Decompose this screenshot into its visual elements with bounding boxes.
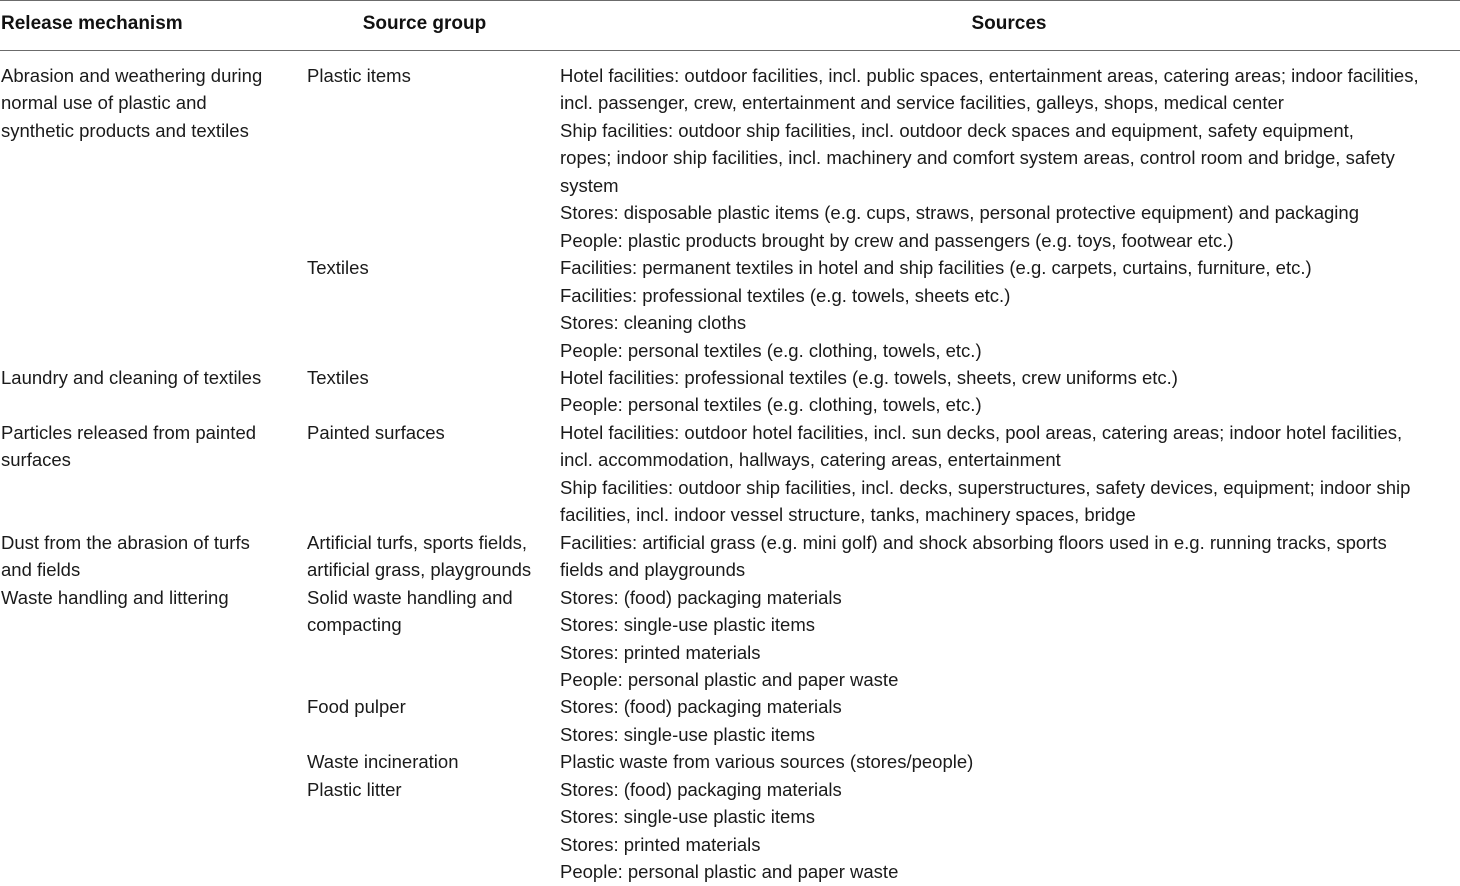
- sources-cell: [560, 254, 1458, 364]
- source-group-cell: [307, 776, 560, 803]
- table-body: [0, 62, 1460, 886]
- source-group-text: Plastic litter: [307, 778, 402, 800]
- source-group-cell: [307, 584, 560, 639]
- source-line: Stores: single-use plastic items: [560, 806, 815, 828]
- source-group-text: Painted surfaces: [307, 421, 445, 443]
- source-group-cell: [307, 693, 560, 720]
- source-group-text: Textiles: [307, 366, 369, 388]
- table-row: [0, 364, 1460, 419]
- source-line: Stores: printed materials: [560, 833, 761, 855]
- mechanism-text: Laundry and cleaning of textiles: [1, 366, 262, 388]
- source-line: Facilities: artificial grass (e.g. mini golf) and shock absorbing floors used in e.g. running tracks, sports fields and playgrounds: [560, 531, 1387, 581]
- mechanism-text: Dust from the abrasion of turfs and fields: [1, 531, 250, 581]
- sources-cell: [560, 62, 1458, 254]
- table-row: [0, 584, 1460, 694]
- sources-cell: [560, 693, 1458, 748]
- source-line: Stores: (food) packaging materials: [560, 586, 842, 608]
- sources-cell: [560, 529, 1458, 584]
- table-row: [0, 748, 1460, 775]
- sources-cell: [560, 748, 1458, 775]
- source-group-cell: [307, 364, 560, 391]
- mechanism-cell: [0, 529, 307, 584]
- header-sources: Sources: [971, 13, 1047, 34]
- source-group-text: Plastic items: [307, 65, 411, 86]
- source-group-text: Textiles: [307, 257, 369, 279]
- table-row: [0, 529, 1460, 584]
- source-line: Ship facilities: outdoor ship facilities, incl. decks, superstructures, safety devices, equipment; indoor ship facilities, incl. indoor vessel structure, tanks, machinery spaces, bridge: [560, 476, 1411, 526]
- source-group-text: Solid waste handling and compacting: [307, 586, 513, 636]
- source-line: Stores: (food) packaging materials: [560, 696, 842, 718]
- source-line: Hotel facilities: professional textiles (e.g. towels, sheets, crew uniforms etc.): [560, 366, 1178, 388]
- mechanism-text: Abrasion and weathering during normal use of plastic and synthetic products and textiles: [1, 65, 263, 141]
- table-row: [0, 776, 1460, 886]
- source-line: Stores: (food) packaging materials: [560, 778, 842, 800]
- source-line: People: plastic products brought by crew and passengers (e.g. toys, footwear etc.): [560, 229, 1234, 251]
- sources-cell: [560, 584, 1458, 694]
- source-group-text: Waste incineration: [307, 751, 459, 773]
- mechanism-text: Particles released from painted surfaces: [1, 421, 257, 471]
- table-row: [0, 419, 1460, 529]
- source-group-text: Artificial turfs, sports fields, artificial grass, playgrounds: [307, 531, 532, 581]
- source-line: Plastic waste from various sources (stores/people): [560, 751, 974, 773]
- source-line: People: personal textiles (e.g. clothing, towels, etc.): [560, 394, 982, 416]
- sources-cell: [560, 776, 1458, 886]
- table-row: [0, 693, 1460, 748]
- source-line: Facilities: permanent textiles in hotel and ship facilities (e.g. carpets, curtains, furniture, etc.): [560, 257, 1312, 279]
- table-row: [0, 254, 1460, 364]
- source-line: Stores: disposable plastic items (e.g. cups, straws, personal protective equipment) and packaging: [560, 202, 1359, 224]
- sources-cell: [560, 364, 1458, 419]
- mechanism-text: Waste handling and littering: [1, 586, 229, 608]
- source-line: People: personal plastic and paper waste: [560, 668, 899, 690]
- source-group-cell: [307, 419, 560, 446]
- source-line: Hotel facilities: outdoor hotel facilities, incl. sun decks, pool areas, catering areas; indoor hotel facilities, incl. accommodation, hallways, catering areas, entertainment: [560, 421, 1403, 471]
- mechanism-cell: [0, 584, 307, 611]
- source-line: Stores: single-use plastic items: [560, 614, 815, 636]
- sources-cell: [560, 419, 1458, 529]
- source-group-cell: [307, 62, 560, 89]
- source-line: Stores: printed materials: [560, 641, 761, 663]
- mechanism-cell: [0, 62, 307, 144]
- source-group-cell: [307, 529, 560, 584]
- source-group-cell: [307, 748, 560, 775]
- mechanism-cell: [0, 419, 307, 474]
- source-line: Stores: single-use plastic items: [560, 723, 815, 745]
- source-line: People: personal textiles (e.g. clothing, towels, etc.): [560, 339, 982, 361]
- table-top-rule: [0, 0, 1460, 1]
- source-group-cell: [307, 254, 560, 281]
- source-line: People: personal plastic and paper waste: [560, 861, 899, 883]
- header-source-group: Source group: [362, 13, 487, 34]
- source-group-text: Food pulper: [307, 696, 406, 718]
- table-row: [0, 62, 1460, 254]
- source-line: Stores: cleaning cloths: [560, 312, 747, 334]
- header-rule: [0, 50, 1460, 51]
- source-line: Ship facilities: outdoor ship facilities, incl. outdoor deck spaces and equipment, safety equipment, ropes; indoor ship facilities, incl. machinery and comfort system areas, control room and bridge, safety system: [560, 119, 1395, 196]
- source-line: Facilities: professional textiles (e.g. towels, sheets etc.): [560, 284, 1011, 306]
- mechanism-cell: [0, 364, 307, 391]
- header-release-mechanism: Release mechanism: [1, 13, 183, 34]
- source-line: Hotel facilities: outdoor facilities, incl. public spaces, entertainment areas, catering areas; indoor facilities, incl. passenger, crew, entertainment and service facilities, galleys, shops, medical center: [560, 65, 1419, 114]
